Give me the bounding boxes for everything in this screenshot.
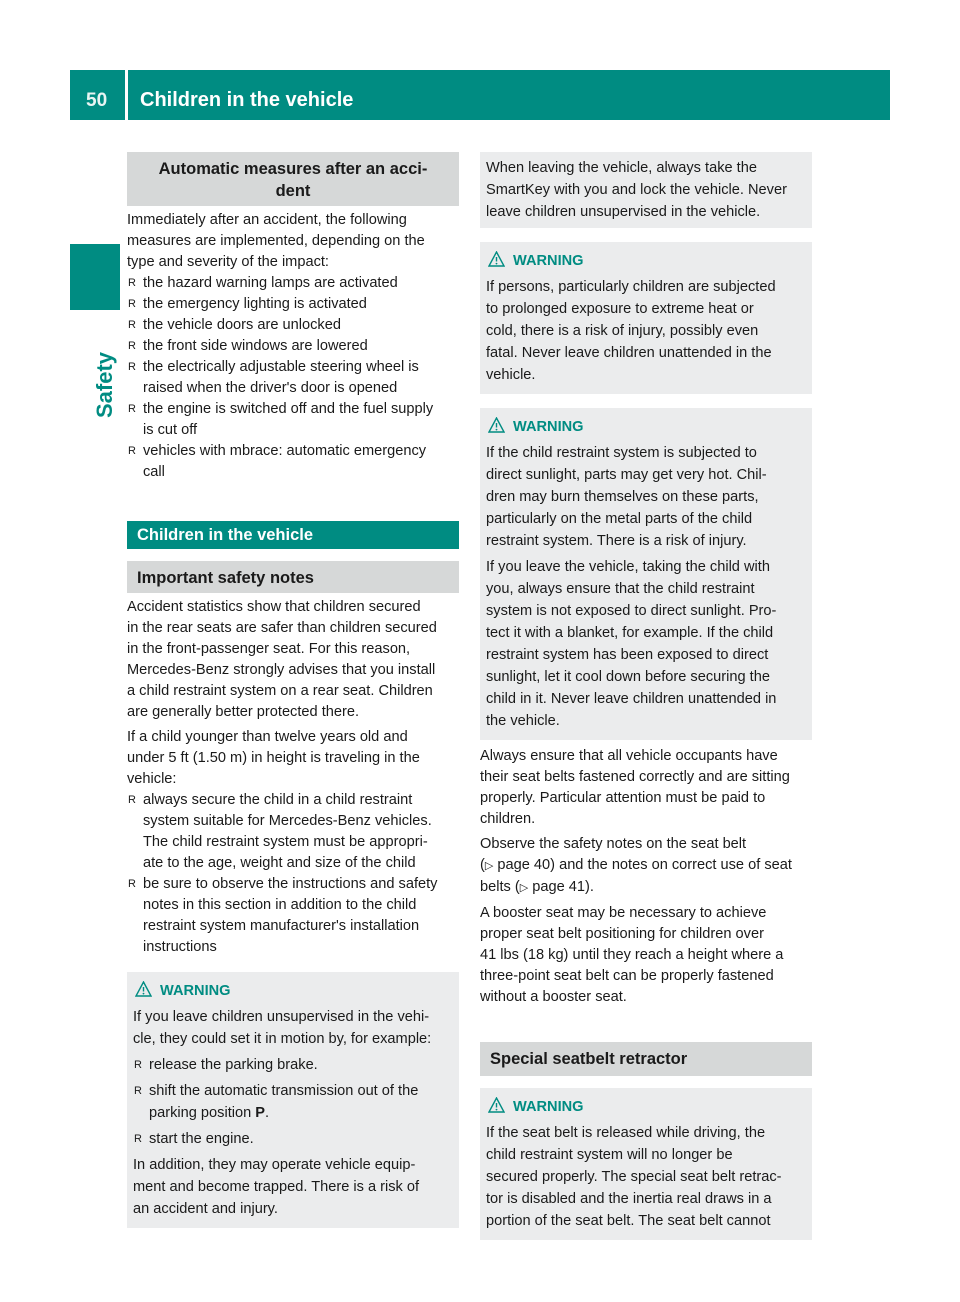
warning-triangle-icon <box>488 251 505 267</box>
text-line: child in it. Never leave children unattended in <box>486 691 777 707</box>
text-line: restraint system has been exposed to direct <box>486 647 769 663</box>
text-line: fatal. Never leave children unattended in the <box>486 345 772 361</box>
text-line: When leaving the vehicle, always take the <box>486 160 757 176</box>
text-line: Mercedes-Benz strongly advises that you install <box>127 662 436 678</box>
text-line: be sure to observe the instructions and safety <box>143 876 438 892</box>
text-line: In addition, they may operate vehicle equip- <box>133 1157 416 1173</box>
text-line: If the child restraint system is subjected to <box>486 445 757 461</box>
text-line: system is not exposed to direct sunlight. Pro- <box>486 603 777 619</box>
text-line: parking position <box>149 1105 256 1121</box>
text-line: secured properly. The special seat belt retrac- <box>486 1169 782 1185</box>
list-item <box>127 294 459 315</box>
parking-position-label: P <box>255 1105 266 1121</box>
section-label-text: Safety <box>92 351 117 418</box>
text-line: notes in this section in addition to the child <box>143 897 417 913</box>
warning-label: WARNING <box>513 1099 584 1115</box>
page-ref-icon: ▷ <box>484 860 494 872</box>
text-line: If a child younger than twelve years old and <box>127 729 408 745</box>
paragraph-seat-belts <box>480 746 812 830</box>
text-line: cle, they could set it in motion by, for example: <box>133 1031 432 1047</box>
text-line: tor is disabled and the inertia real draws in a <box>486 1191 772 1207</box>
text-line: always secure the child in a child restraint <box>143 792 413 808</box>
warning-triangle-icon <box>488 1097 505 1113</box>
warning-triangle-icon <box>135 981 152 997</box>
text-line: Immediately after an accident, the following <box>127 212 407 228</box>
heading-special-seatbelt-retractor: Special seatbelt retractor <box>480 1042 812 1076</box>
text-line: vehicle. <box>486 367 536 383</box>
important-bullet-list <box>127 790 459 958</box>
auto-bullet-list <box>127 273 459 483</box>
warning-header <box>486 1096 804 1118</box>
list-item <box>127 357 459 399</box>
text-line: an accident and injury. <box>133 1201 278 1217</box>
text-line: direct sunlight, parts may get very hot. Chil- <box>486 467 767 483</box>
text-line: belts ( <box>480 879 520 895</box>
text-line: in the rear seats are safer than children secured <box>127 620 437 636</box>
warning-header <box>486 250 804 272</box>
bullet-icon: R <box>134 1085 142 1097</box>
list-item <box>127 336 459 357</box>
text-line: raised when the driver's door is opened <box>143 380 398 396</box>
warning-label: WARNING <box>513 253 584 269</box>
page-number: 50 <box>86 90 108 111</box>
bullet-icon: R <box>128 298 136 310</box>
text-line: vehicle: <box>127 771 177 787</box>
text-line: type and severity of the impact: <box>127 254 329 270</box>
text-line: the emergency lighting is activated <box>143 296 367 312</box>
text-line: a child restraint system on a rear seat. Children <box>127 683 433 699</box>
warning-outro <box>133 1154 451 1220</box>
warning-box-sunlight <box>480 408 812 740</box>
text-line: instructions <box>143 939 217 955</box>
heading-children-in-vehicle: Children in the vehicle <box>127 521 459 549</box>
text-line: child restraint system will no longer be <box>486 1147 733 1163</box>
bullet-icon: R <box>128 403 136 415</box>
text-line: proper seat belt positioning for children over <box>480 926 764 942</box>
text-line: A booster seat may be necessary to achieve <box>480 905 767 921</box>
list-item <box>127 790 459 874</box>
bullet-icon: R <box>128 361 136 373</box>
warning-intro <box>133 1006 451 1050</box>
page-header <box>70 70 890 120</box>
warning-text <box>486 442 804 552</box>
bullet-icon: R <box>128 794 136 806</box>
paragraph-booster-seat <box>480 903 812 1008</box>
left-column <box>127 152 459 1228</box>
text-line: tect it with a blanket, for example. If the child <box>486 625 774 641</box>
warning-label: WARNING <box>513 419 584 435</box>
text-line: dren may burn themselves on these parts, <box>486 489 759 505</box>
bullet-icon: R <box>134 1133 142 1145</box>
text-line: ment and become trapped. There is a risk of <box>133 1179 420 1195</box>
warning-box-unsupervised <box>127 972 459 1228</box>
important-paragraph-2 <box>127 727 459 790</box>
text-line: the electrically adjustable steering wheel is <box>143 359 419 375</box>
page-reference-link[interactable]: page 40) and the notes on correct use of seat <box>497 857 792 873</box>
text-line: the vehicle. <box>486 713 560 729</box>
section-label <box>62 318 122 418</box>
text-line: restraint system. There is a risk of injury. <box>486 533 747 549</box>
text-line: to prolonged exposure to extreme heat or <box>486 301 754 317</box>
heading-line: dent <box>275 182 311 200</box>
text-line: system suitable for Mercedes-Benz vehicles. <box>143 813 432 829</box>
text-line: under 5 ft (1.50 m) in height is traveling in the <box>127 750 420 766</box>
list-item <box>127 273 459 294</box>
text-line: ate to the age, weight and size of the child <box>143 855 416 871</box>
text-line: Observe the safety notes on the seat belt <box>480 836 747 852</box>
list-item <box>133 1080 451 1124</box>
right-column <box>480 152 812 1240</box>
warning-header <box>133 980 451 1002</box>
text-line: you, always ensure that the child restraint <box>486 581 755 597</box>
list-item <box>127 399 459 441</box>
text-line: measures are implemented, depending on the <box>127 233 425 249</box>
note-box-smartkey <box>480 152 812 228</box>
section-tab-marker <box>70 244 120 310</box>
warning-header <box>486 416 804 438</box>
text-line: particularly on the metal parts of the child <box>486 511 753 527</box>
text-line: sunlight, let it cool down before securing the <box>486 669 770 685</box>
text-line: their seat belts fastened correctly and are sitting <box>480 769 790 785</box>
text-line: are generally better protected there. <box>127 704 360 720</box>
bullet-icon: R <box>128 277 136 289</box>
warning-box-retractor <box>480 1088 812 1240</box>
text-line: Accident statistics show that children secured <box>127 599 421 615</box>
bullet-icon: R <box>134 1059 142 1071</box>
text-line: call <box>143 464 165 480</box>
text-line: vehicles with mbrace: automatic emergency <box>143 443 427 459</box>
header-divider <box>125 70 128 120</box>
important-paragraph-1 <box>127 597 459 723</box>
text-line: without a booster seat. <box>480 989 627 1005</box>
text-line: the vehicle doors are unlocked <box>143 317 341 333</box>
page-reference-link[interactable]: page 41). <box>532 879 594 895</box>
bullet-icon: R <box>128 445 136 457</box>
warning-text <box>486 276 804 386</box>
warning-box-heat <box>480 242 812 394</box>
text-line: three-point seat belt can be properly fastened <box>480 968 774 984</box>
text-line: the hazard warning lamps are activated <box>143 275 398 291</box>
text-line: If you leave the vehicle, taking the child with <box>486 559 770 575</box>
warning-text <box>486 1122 804 1232</box>
text-line: restraint system manufacturer's installation <box>143 918 420 934</box>
heading-automatic-measures <box>127 152 459 206</box>
text-line: . <box>265 1105 270 1121</box>
bullet-icon: R <box>128 340 136 352</box>
text-line: start the engine. <box>149 1131 254 1147</box>
list-item <box>133 1054 451 1076</box>
auto-intro <box>127 210 459 273</box>
list-item <box>127 874 459 958</box>
heading-important-safety-notes: Important safety notes <box>127 561 459 593</box>
text-line: The child restraint system must be appropri- <box>143 834 428 850</box>
bullet-icon: R <box>128 878 136 890</box>
text-line: leave children unsupervised in the vehicle. <box>486 204 761 220</box>
paragraph-observe-notes <box>480 834 812 899</box>
page-ref-icon: ▷ <box>519 882 529 894</box>
text-line: is cut off <box>143 422 198 438</box>
text-line: SmartKey with you and lock the vehicle. Never <box>486 182 787 198</box>
list-item <box>133 1128 451 1150</box>
text-line: If you leave children unsupervised in the vehi- <box>133 1009 430 1025</box>
warning-label: WARNING <box>160 983 231 999</box>
text-line: ( <box>480 857 485 873</box>
text-line: cold, there is a risk of injury, possibly even <box>486 323 759 339</box>
warning-text <box>486 556 804 732</box>
page-title: Children in the vehicle <box>140 89 354 111</box>
text-line: the engine is switched off and the fuel supply <box>143 401 434 417</box>
bullet-icon: R <box>128 319 136 331</box>
text-line: in the front-passenger seat. For this reason, <box>127 641 411 657</box>
text-line: release the parking brake. <box>149 1057 318 1073</box>
text-line: children. <box>480 811 536 827</box>
text-line: 41 lbs (18 kg) until they reach a height where a <box>480 947 784 963</box>
text-line: Always ensure that all vehicle occupants have <box>480 748 778 764</box>
heading-line: Automatic measures after an acci- <box>158 160 428 178</box>
text-line: portion of the seat belt. The seat belt cannot <box>486 1213 771 1229</box>
warning-triangle-icon <box>488 417 505 433</box>
list-item <box>127 315 459 336</box>
text-line: If persons, particularly children are subjected <box>486 279 776 295</box>
text-line: shift the automatic transmission out of the <box>149 1083 419 1099</box>
list-item <box>127 441 459 483</box>
text-line: If the seat belt is released while driving, the <box>486 1125 766 1141</box>
warning-bullet-list <box>133 1054 451 1150</box>
text-line: properly. Particular attention must be paid to <box>480 790 766 806</box>
text-line: the front side windows are lowered <box>143 338 368 354</box>
